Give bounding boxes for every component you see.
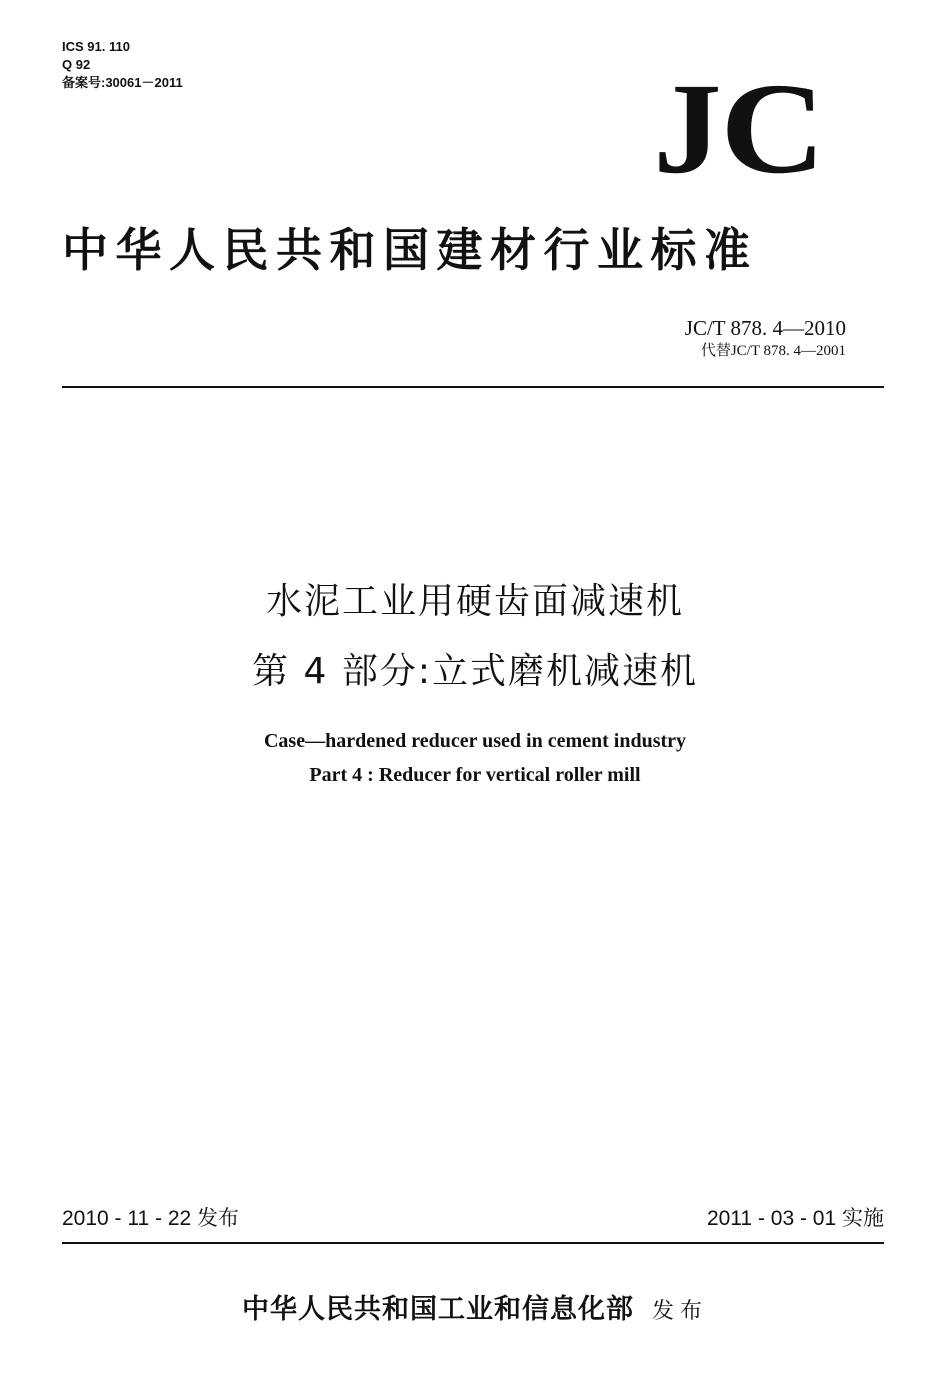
logo-letter-c: C xyxy=(720,57,826,201)
document-title-en-line1: Case—hardened reducer used in cement industry xyxy=(263,730,687,752)
ics-code: ICS 91. 110 xyxy=(62,39,130,54)
ccs-code: Q 92 xyxy=(62,57,91,72)
classification-block xyxy=(62,38,183,92)
publisher-line xyxy=(0,1292,950,1330)
publish-action: 发布 xyxy=(651,1299,708,1324)
document-title-cn-line1: 水泥工业用硬齿面减速机 xyxy=(265,581,684,622)
implementation-date: 2011 - 03 - 01 实施 xyxy=(706,1207,884,1230)
standard-number: JC/T 878. 4—2010 xyxy=(684,316,846,340)
replaced-standard: 代替JC/T 878. 4—2001 xyxy=(700,343,846,359)
document-title-en-line2: Part 4 : Reducer for vertical roller mill xyxy=(309,764,641,786)
header-divider xyxy=(62,386,884,388)
jc-logo xyxy=(653,57,875,201)
publisher-name: 中华人民共和国工业和信息化部 xyxy=(241,1294,634,1325)
issue-date: 2010 - 11 - 22 发布 xyxy=(62,1207,240,1230)
filing-number: 备案号:30061－2011 xyxy=(62,75,183,90)
document-title-cn-line2: 第 4 部分:立式磨机减速机 xyxy=(252,651,698,692)
footer-divider xyxy=(62,1242,884,1244)
standard-category-title: 中华人民共和国建材行业标准 xyxy=(62,223,758,277)
logo-letter-j: J xyxy=(653,57,722,201)
